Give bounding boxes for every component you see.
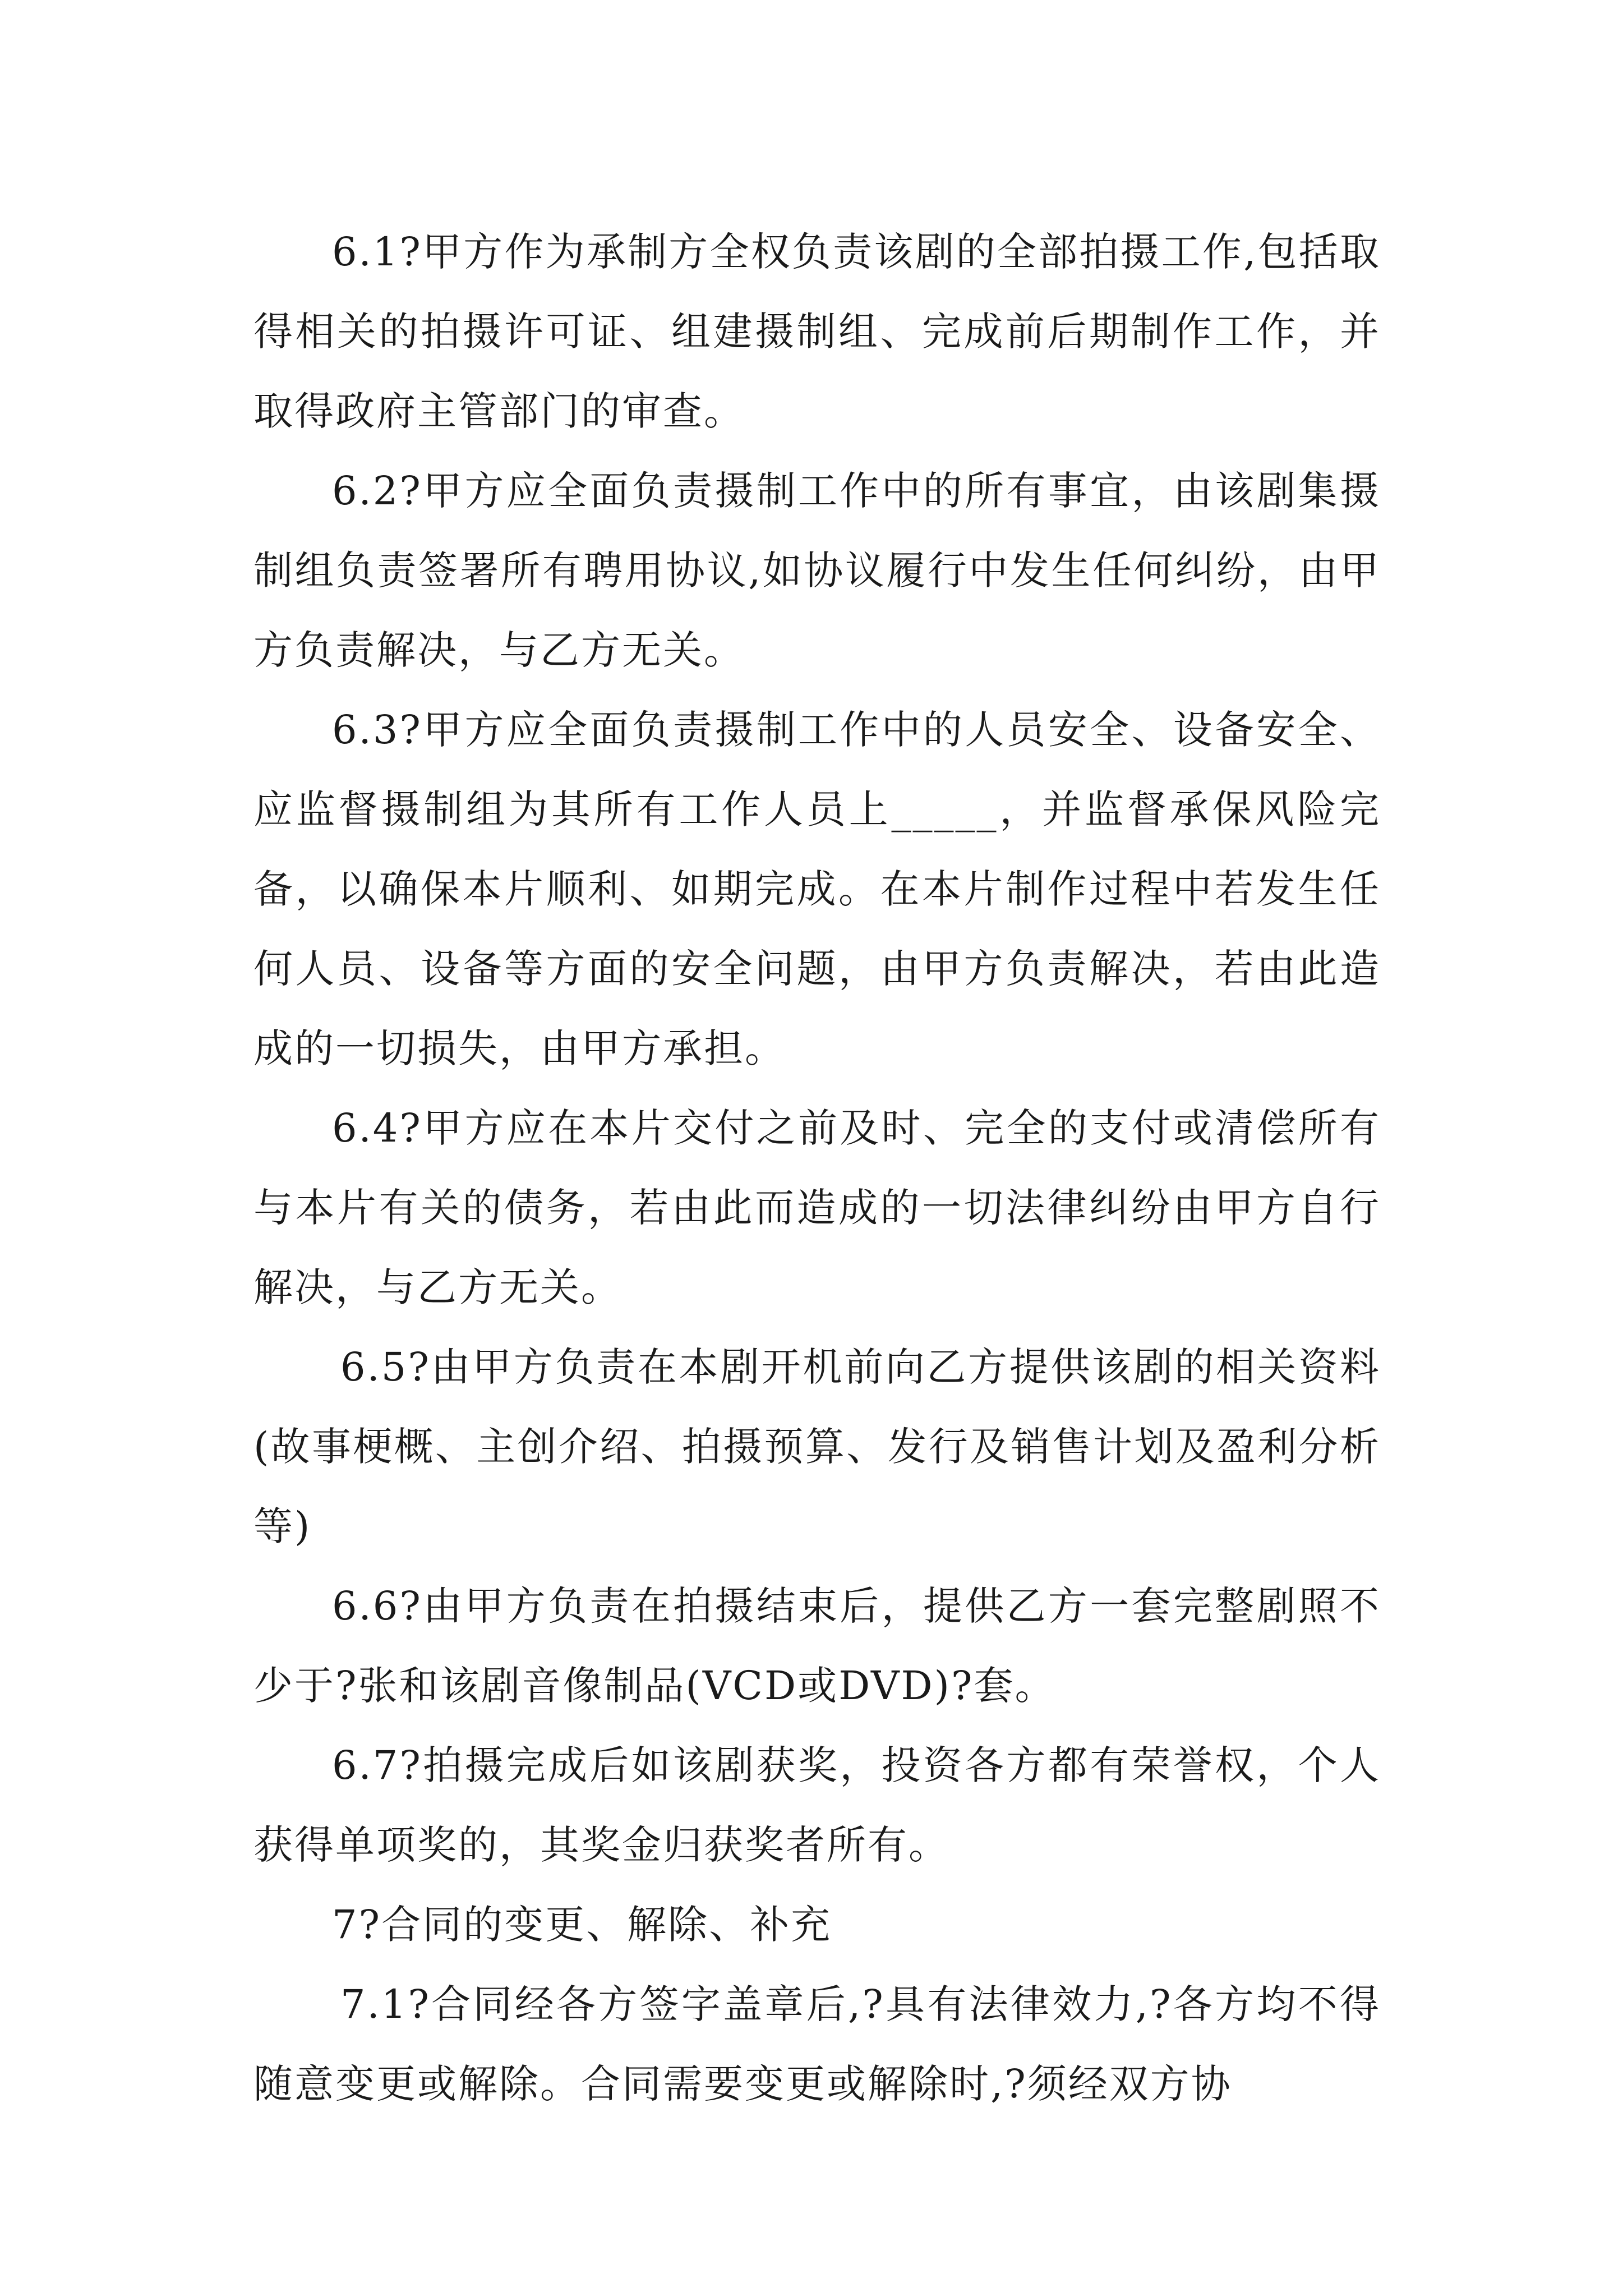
paragraph-6-7: 6.7?拍摄完成后如该剧获奖，投资各方都有荣誉权，个人获得单项奖的，其奖金归获奖者所有。: [253, 1742, 1381, 1868]
paragraph-6-6: 6.6?由甲方负责在拍摄结束后，提供乙方一套完整剧照不少于?张和该剧音像制品(VCD或DVD)?套。: [253, 1583, 1381, 1709]
paragraph-6-4: 6.4?甲方应在本片交付之前及时、完全的支付或清偿所有与本片有关的债务，若由此而造成的一切法律纠纷由甲方自行解决，与乙方无关。: [253, 1105, 1381, 1310]
paragraph-6-3: 6.3?甲方应全面负责摄制工作中的人员安全、设备安全、应监督摄制组为其所有工作人员上_____，并监督承保风险完备，以确保本片顺利、如期完成。在本片制作过程中若发生任何人员、设备等方面的安全问题，由甲方负责解决，若由此造成的一切损失，由甲方承担。: [253, 707, 1381, 1071]
paragraph-6-2: 6.2?甲方应全面负责摄制工作中的所有事宜，由该剧集摄制组负责签署所有聘用协议,如协议履行中发生任何纠纷，由甲方负责解决，与乙方无关。: [253, 468, 1381, 673]
paragraph-6-1: 6.1?甲方作为承制方全权负责该剧的全部拍摄工作,包括取得相关的拍摄许可证、组建摄制组、完成前后期制作工作，并取得政府主管部门的审查。: [253, 229, 1381, 434]
section-heading-7: 7?合同的变更、解除、补充: [332, 1902, 832, 1948]
document-body: [253, 212, 1381, 2124]
paragraph-7-1: 7.1?合同经各方签字盖章后,?具有法律效力,?各方均不得随意变更或解除。合同需要变更或解除时,?须经双方协: [253, 1981, 1381, 2107]
paragraph-6-5: 6.5?由甲方负责在本剧开机前向乙方提供该剧的相关资料(故事梗概、主创介绍、拍摄预算、发行及销售计划及盈利分析等): [253, 1344, 1381, 1549]
